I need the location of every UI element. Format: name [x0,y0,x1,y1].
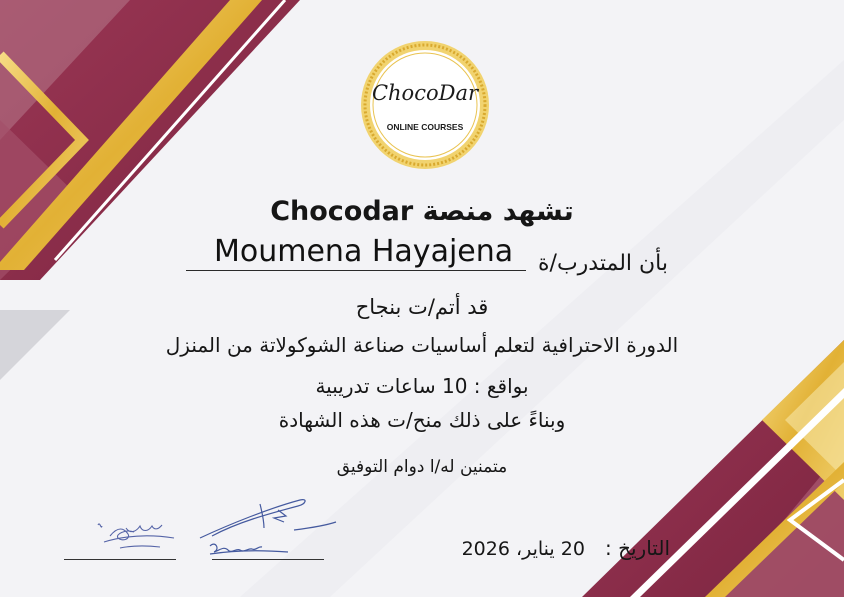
signature-line-1 [64,559,176,560]
recipient-name: Moumena Hayajena [214,234,514,269]
course-name: الدورة الاحترافية لتعلم أساسيات صناعة الشوكولاتة من المنزل [165,333,679,357]
name-underline [186,270,526,271]
recipient-prefix: بأن المتدرب/ة [538,251,668,276]
signature-2 [200,500,336,554]
signature-line-2 [212,559,324,560]
awarded-text: وبناءً على ذلك منح/ت هذه الشهادة [278,408,566,432]
certificate-title: تشهد منصة Chocodar [270,196,574,227]
date-label: التاريخ : [604,536,670,560]
completed-text: قد أتم/ت بنجاح [355,295,489,319]
training-hours: بواقع : 10 ساعات تدريبية [315,374,529,398]
certificate-date [462,536,670,560]
logo-subtitle-text: ONLINE COURSES [386,122,464,132]
signature-1 [98,524,174,548]
chocodar-logo [358,38,492,172]
signatures [40,488,360,568]
logo-brand-text: ChocoDar [371,81,479,105]
date-value: 20 يناير، 2026 [461,538,585,560]
wishes-text: متمنين له/ا دوام التوفيق [336,457,508,477]
